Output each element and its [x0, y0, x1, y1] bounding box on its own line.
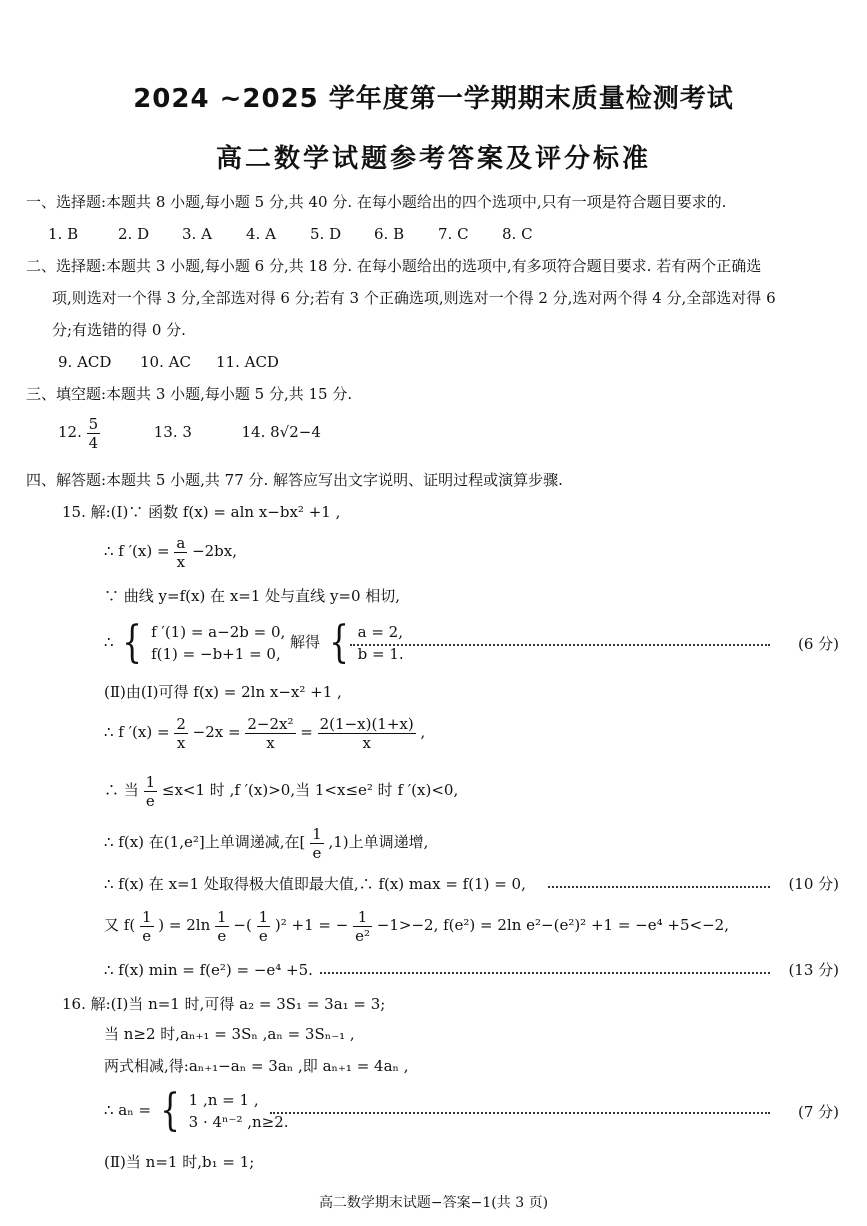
answer-7: 7. C [438, 225, 469, 243]
answer-2: 2. D [118, 225, 150, 243]
section1-answers [48, 224, 562, 244]
score-leader-dots [270, 1110, 770, 1114]
score-leader-dots [320, 970, 770, 974]
q15-score-10: (10 分) [788, 875, 839, 893]
answer-6: 6. B [374, 225, 405, 243]
section4-heading: 四、解答题:本题共 5 小题,共 77 分. 解答应写出文字说明、证明过程或演算步骤. [26, 471, 563, 489]
answer-10: 10. AC [140, 353, 191, 371]
q15-line2: ∴ f ′(x) = $\frac{a}{x}$ −2bx, [104, 533, 238, 571]
exam-title: 2024 ~2025 学年度第一学期期末质量检测考试 [133, 84, 734, 114]
answer-4: 4. A [246, 225, 276, 243]
q15-line4: ∴ { f ′(1) = a−2b = 0, f(1) = −b+1 = 0, 解得 { a = 2, b = 1. [104, 617, 404, 668]
q15-score-13: (13 分) [788, 961, 839, 979]
answer-14: 14. 8√2−4 [241, 423, 321, 441]
q15-line7: ∴ 当 $\frac{1}{e}$ ≤x<1 时 ,f ′(x)>0,当 1<x≤e² 时 f ′(x)<0, [104, 772, 459, 810]
q16-line1: 16. 解:(Ⅰ)当 n=1 时,可得 a₂ = 3S₁ = 3a₁ = 3; [62, 995, 386, 1013]
q15-line1: 15. 解:(Ⅰ)∵ 函数 f(x) = aln x−bx² +1 , [62, 503, 341, 521]
section2-heading-line1: 二、选择题:本题共 3 小题,每小题 6 分,共 18 分. 在每小题给出的选项中,有多项符合题目要求. 若有两个正确选 [26, 257, 762, 275]
answer-13: 13. 3 [153, 423, 192, 441]
section2-heading-line2: 项,则选对一个得 3 分,全部选对得 6 分;若有 3 个正确选项,则选对一个得 2 分,选对两个得 4 分,全部选对得 6 [52, 289, 776, 307]
answer-12-fraction: $\frac{5}{4}$ [88, 414, 99, 452]
q16-score-7: (7 分) [797, 1103, 839, 1121]
q16-line4: ∴ aₙ = { 1 ,n = 1 , 3 · 4ⁿ⁻² ,n≥2. [104, 1085, 289, 1136]
section3-answers [58, 414, 321, 452]
q16-line5: (Ⅱ)当 n=1 时,b₁ = 1; [104, 1153, 255, 1171]
section1-heading: 一、选择题:本题共 8 小题,每小题 5 分,共 40 分. 在每小题给出的四个选项中,只有一项是符合题目要求的. [26, 193, 727, 211]
answer-5: 5. D [310, 225, 342, 243]
score-leader-dots [548, 884, 770, 888]
q16-line2: 当 n≥2 时,aₙ₊₁ = 3Sₙ ,aₙ = 3Sₙ₋₁ , [104, 1025, 355, 1043]
q15-line11: ∴ f(x) min = f(e²) = −e⁴ +5. [104, 961, 313, 979]
q15-line5: (Ⅱ)由(Ⅰ)可得 f(x) = 2ln x−x² +1 , [104, 683, 342, 701]
q15-line6: ∴ f ′(x) = $\frac{2}{x}$ −2x = $\frac{\text{2−2x²}}{x}$ = $\frac{2(1-x)(1+x)}{x}$ , [104, 714, 426, 752]
answer-3: 3. A [182, 225, 212, 243]
q15-line9: ∴ f(x) 在 x=1 处取得极大值即最大值,∴ f(x) max = f(1) = 0, [104, 875, 526, 893]
q15-line8: ∴ f(x) 在(1,e²]上单调递减,在[ $\frac{1}{e}$ ,1)上单调递增, [104, 824, 429, 862]
answer-9: 9. ACD [58, 353, 112, 371]
q15-score-6: (6 分) [797, 635, 839, 653]
q15-line3: ∵ 曲线 y=f(x) 在 x=1 处与直线 y=0 相切, [104, 587, 401, 605]
page-footer: 高二数学期末试题−答案−1(共 3 页) [318, 1195, 549, 1211]
q15-line10: 又 f( $\frac{1}{e}$ ) = 2ln $\frac{1}{e}$ −( $\frac{1}{e}$ )² +1 = − $\frac{1}{\text{e²}}$ −1>−2, f(e²) = 2ln e²−(e²)² +1 = −e⁴ +5<−2, [104, 907, 729, 945]
section2-answers [58, 352, 296, 372]
q16-line3: 两式相减,得:aₙ₊₁−aₙ = 3aₙ ,即 aₙ₊₁ = 4aₙ , [104, 1057, 409, 1075]
answer-12-label: 12. [58, 423, 82, 441]
answer-11: 11. ACD [216, 353, 279, 371]
answer-1: 1. B [48, 225, 79, 243]
document-subtitle: 高二数学试题参考答案及评分标准 [215, 144, 651, 174]
answer-8: 8. C [502, 225, 533, 243]
section3-heading: 三、填空题:本题共 3 小题,每小题 5 分,共 15 分. [26, 385, 353, 403]
section2-heading-line3: 分;有选错的得 0 分. [52, 321, 186, 339]
score-leader-dots [350, 642, 770, 646]
